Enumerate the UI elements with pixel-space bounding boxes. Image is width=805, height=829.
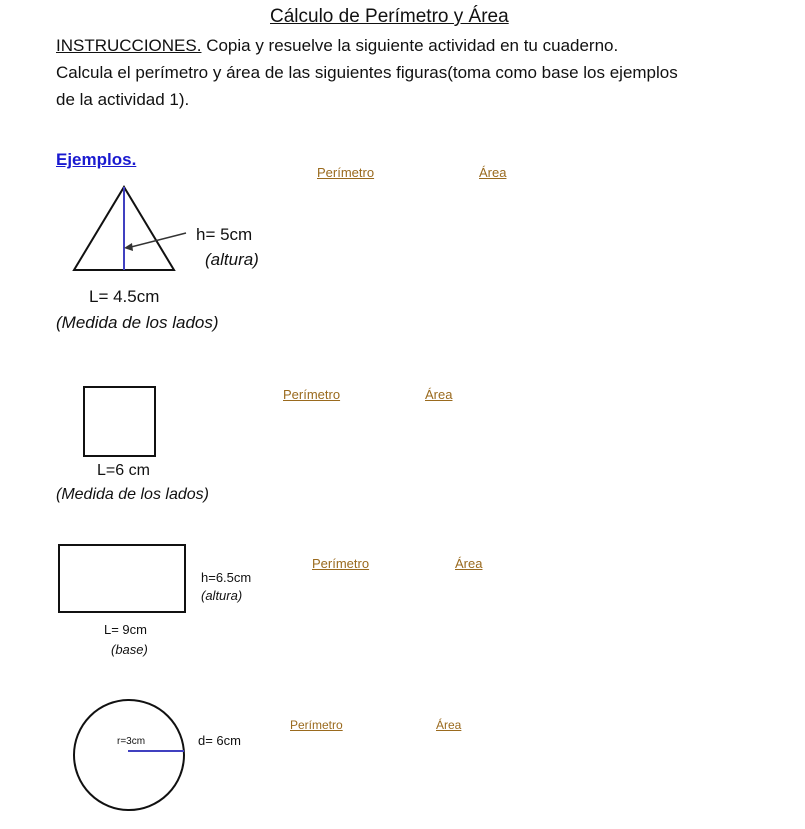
examples-heading: Ejemplos.	[56, 150, 137, 169]
rectangle-height-note: (altura)	[201, 588, 243, 603]
rectangle-base-note: (base)	[111, 642, 148, 657]
rectangle-figure	[59, 545, 185, 612]
instructions-label: INSTRUCCIONES.	[56, 36, 202, 55]
perimeter-label-2: Perímetro	[283, 387, 341, 402]
instructions-text: Copia y resuelve la siguiente actividad en tu cuaderno.	[201, 36, 619, 55]
area-label-4: Área	[436, 718, 462, 732]
instructions	[56, 36, 618, 56]
rectangle-height: h=6.5cm	[201, 570, 252, 585]
circle-diameter: d= 6cm	[198, 733, 241, 748]
rectangle-base: L= 9cm	[104, 622, 147, 637]
perimeter-label-1: Perímetro	[317, 165, 375, 180]
perimeter-label-4: Perímetro	[290, 718, 343, 732]
triangle-height: h= 5cm	[196, 225, 253, 244]
perimeter-label-3: Perímetro	[312, 556, 370, 571]
square-side: L=6 cm	[97, 462, 150, 479]
area-label-2: Área	[425, 387, 453, 402]
circle-figure	[74, 700, 184, 810]
area-label-3: Área	[455, 556, 483, 571]
square-side-note: (Medida de los lados)	[56, 486, 209, 503]
triangle-side-note: (Medida de los lados)	[56, 313, 219, 332]
square-figure	[84, 387, 155, 456]
area-label-1: Área	[479, 165, 507, 180]
triangle-height-note: (altura)	[205, 250, 259, 269]
triangle-figure	[74, 187, 186, 270]
page-title: Cálculo de Perímetro y Área	[270, 6, 509, 27]
instructions-line3: de la actividad 1).	[56, 90, 190, 109]
circle-radius: r=3cm	[117, 736, 146, 747]
instructions-line2: Calcula el perímetro y área de las siguientes figuras(toma como base los ejemplos	[56, 63, 678, 82]
triangle-side: L= 4.5cm	[89, 287, 160, 306]
